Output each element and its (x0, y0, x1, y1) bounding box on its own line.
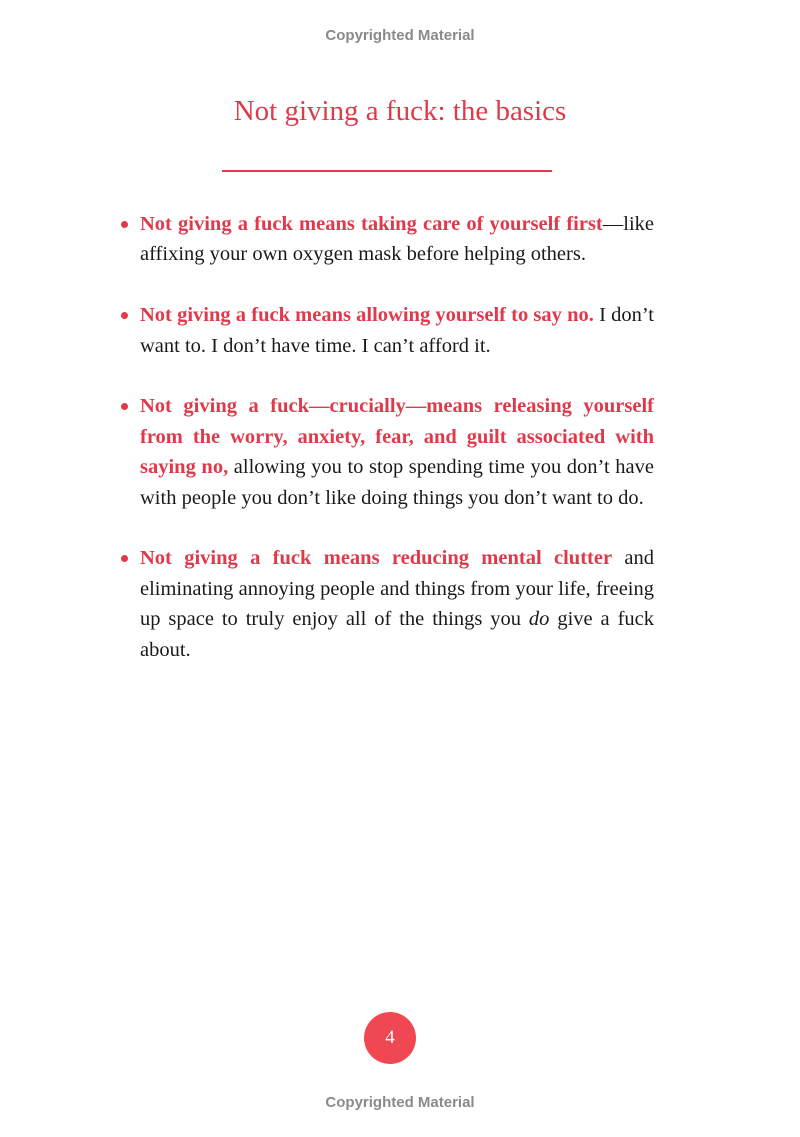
bullet-tail-text: give a fuck about. (140, 608, 654, 661)
bullet-item-release-guilt (140, 391, 654, 513)
bullet-dot-icon (121, 221, 128, 228)
bullet-dot-icon (121, 403, 128, 410)
copyright-watermark-top: Copyrighted Material (325, 27, 475, 44)
bullet-item-say-no (140, 300, 654, 361)
bullet-lead-text: Not giving a fuck means allowing yourself to say no. (140, 304, 594, 327)
bullet-body-text: allowing you to stop spending time you don’t have with people you don’t like doing things you don’t want to do. (140, 456, 654, 509)
page-number-badge: 4 (364, 1012, 416, 1064)
bullet-item-mental-clutter (140, 543, 654, 665)
copyright-watermark-bottom: Copyrighted Material (325, 1094, 475, 1111)
bullet-item-self-care (140, 209, 654, 270)
bullet-lead-text: Not giving a fuck—crucially—means releasing yourself from the worry, anxiety, fear, and guilt associated with saying no, (140, 395, 654, 479)
chapter-title: Not giving a fuck: the basics (233, 95, 567, 127)
bullet-lead-text: Not giving a fuck means taking care of yourself first (140, 213, 603, 235)
bullet-body-text: and eliminating annoying people and things from your life, freeing up space to truly enjoy all of the things you (140, 547, 654, 631)
title-underline-rule (222, 170, 552, 172)
bullet-emphasis-text: do (528, 608, 550, 631)
basics-bullet-list (140, 209, 654, 695)
bullet-body-text: I don’t want to. I don’t have time. I can’t afford it. (140, 304, 654, 357)
bullet-dot-icon (121, 555, 128, 562)
bullet-body-text: —like affixing your own oxygen mask before helping others. (140, 213, 654, 266)
bullet-dot-icon (121, 312, 128, 319)
bullet-lead-text: Not giving a fuck means reducing mental clutter (140, 547, 613, 570)
